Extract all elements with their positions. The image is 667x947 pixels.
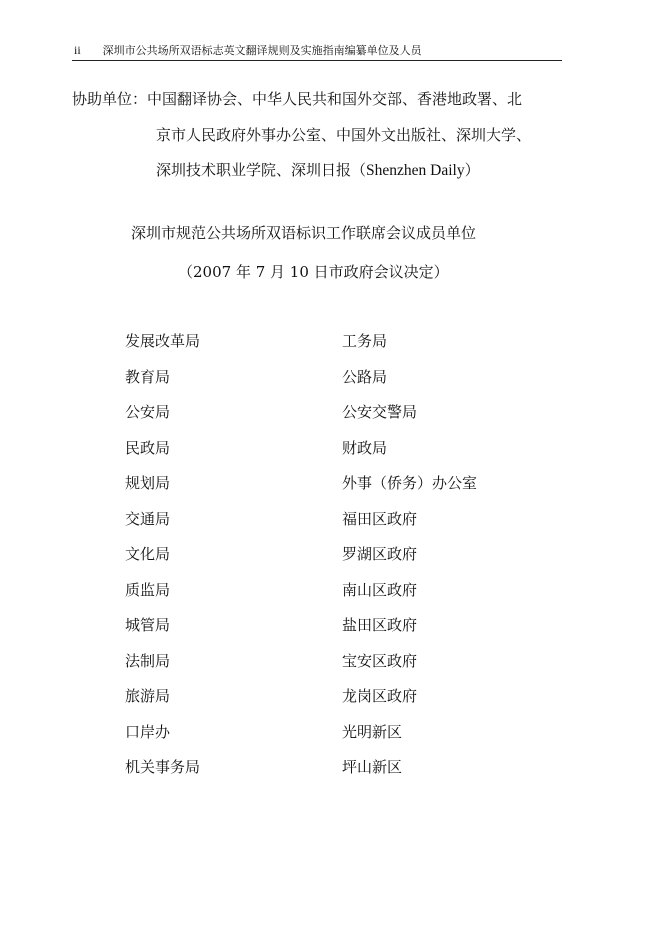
page-number: ii: [74, 42, 81, 57]
member-unit-left: 质监局: [125, 580, 171, 599]
member-units-list: [125, 330, 545, 792]
assisting-units-text-3: 深圳技术职业学院、深圳日报（: [156, 161, 367, 179]
member-row: [125, 614, 545, 650]
member-unit-left: 城管局: [125, 616, 171, 634]
member-unit-left: 民政局: [125, 438, 171, 457]
member-row: [125, 721, 545, 757]
member-unit-right: 龙岗区政府: [342, 687, 418, 705]
member-unit-left: 旅游局: [125, 687, 171, 705]
member-unit-left: 教育局: [125, 367, 171, 386]
assisting-units-line-3: [72, 153, 572, 189]
member-row: [125, 508, 545, 544]
member-unit-right: 外事（侨务）办公室: [342, 474, 478, 492]
member-unit-right: 工务局: [342, 332, 388, 350]
member-unit-left: 口岸办: [125, 722, 171, 741]
member-unit-right: 光明新区: [342, 722, 403, 741]
member-row: [125, 366, 545, 402]
member-unit-right: 南山区政府: [342, 580, 418, 599]
member-row: [125, 437, 545, 473]
assisting-units-text-1: 中国翻译协会、中华人民共和国外交部、香港地政署、北: [147, 90, 523, 108]
shenzhen-daily-name: Shenzhen Daily: [366, 162, 465, 179]
member-unit-right: 罗湖区政府: [342, 545, 418, 563]
assisting-units-label: 协助单位：: [72, 90, 148, 108]
section-title: 深圳市规范公共场所双语标识工作联席会议成员单位: [131, 224, 477, 242]
member-unit-right: 宝安区政府: [342, 651, 418, 670]
member-row: [125, 650, 545, 686]
assisting-units: [72, 82, 572, 189]
member-row: [125, 401, 545, 437]
member-row: [125, 330, 545, 366]
assisting-units-line-1: [72, 82, 572, 118]
member-unit-left: 机关事务局: [125, 758, 201, 776]
assisting-units-line-2: 京市人民政府外事办公室、中国外文出版社、深圳大学、: [156, 125, 532, 144]
member-unit-right: 财政局: [342, 438, 388, 457]
member-unit-right: 盐田区政府: [342, 616, 418, 634]
member-unit-right: 坪山新区: [342, 758, 403, 776]
member-unit-right: 福田区政府: [342, 509, 418, 528]
member-unit-left: 文化局: [125, 545, 171, 563]
member-unit-left: 发展改革局: [125, 332, 201, 350]
member-row: [125, 685, 545, 721]
member-row: [125, 579, 545, 615]
member-unit-left: 法制局: [125, 651, 171, 670]
section-subtitle: （2007 年 7 月 10 日市政府会议决定）: [178, 263, 449, 281]
member-unit-left: 公安局: [125, 403, 171, 421]
member-row: [125, 472, 545, 508]
member-unit-left: 规划局: [125, 474, 171, 492]
member-unit-right: 公安交警局: [342, 403, 418, 421]
member-unit-left: 交通局: [125, 509, 171, 528]
member-row: [125, 543, 545, 579]
running-title: 深圳市公共场所双语标志英文翻译规则及实施指南编纂单位及人员: [102, 44, 422, 57]
page-header: [72, 40, 562, 61]
member-row: [125, 756, 545, 792]
member-unit-right: 公路局: [342, 367, 388, 386]
assisting-units-text-3-end: ）: [464, 161, 480, 179]
